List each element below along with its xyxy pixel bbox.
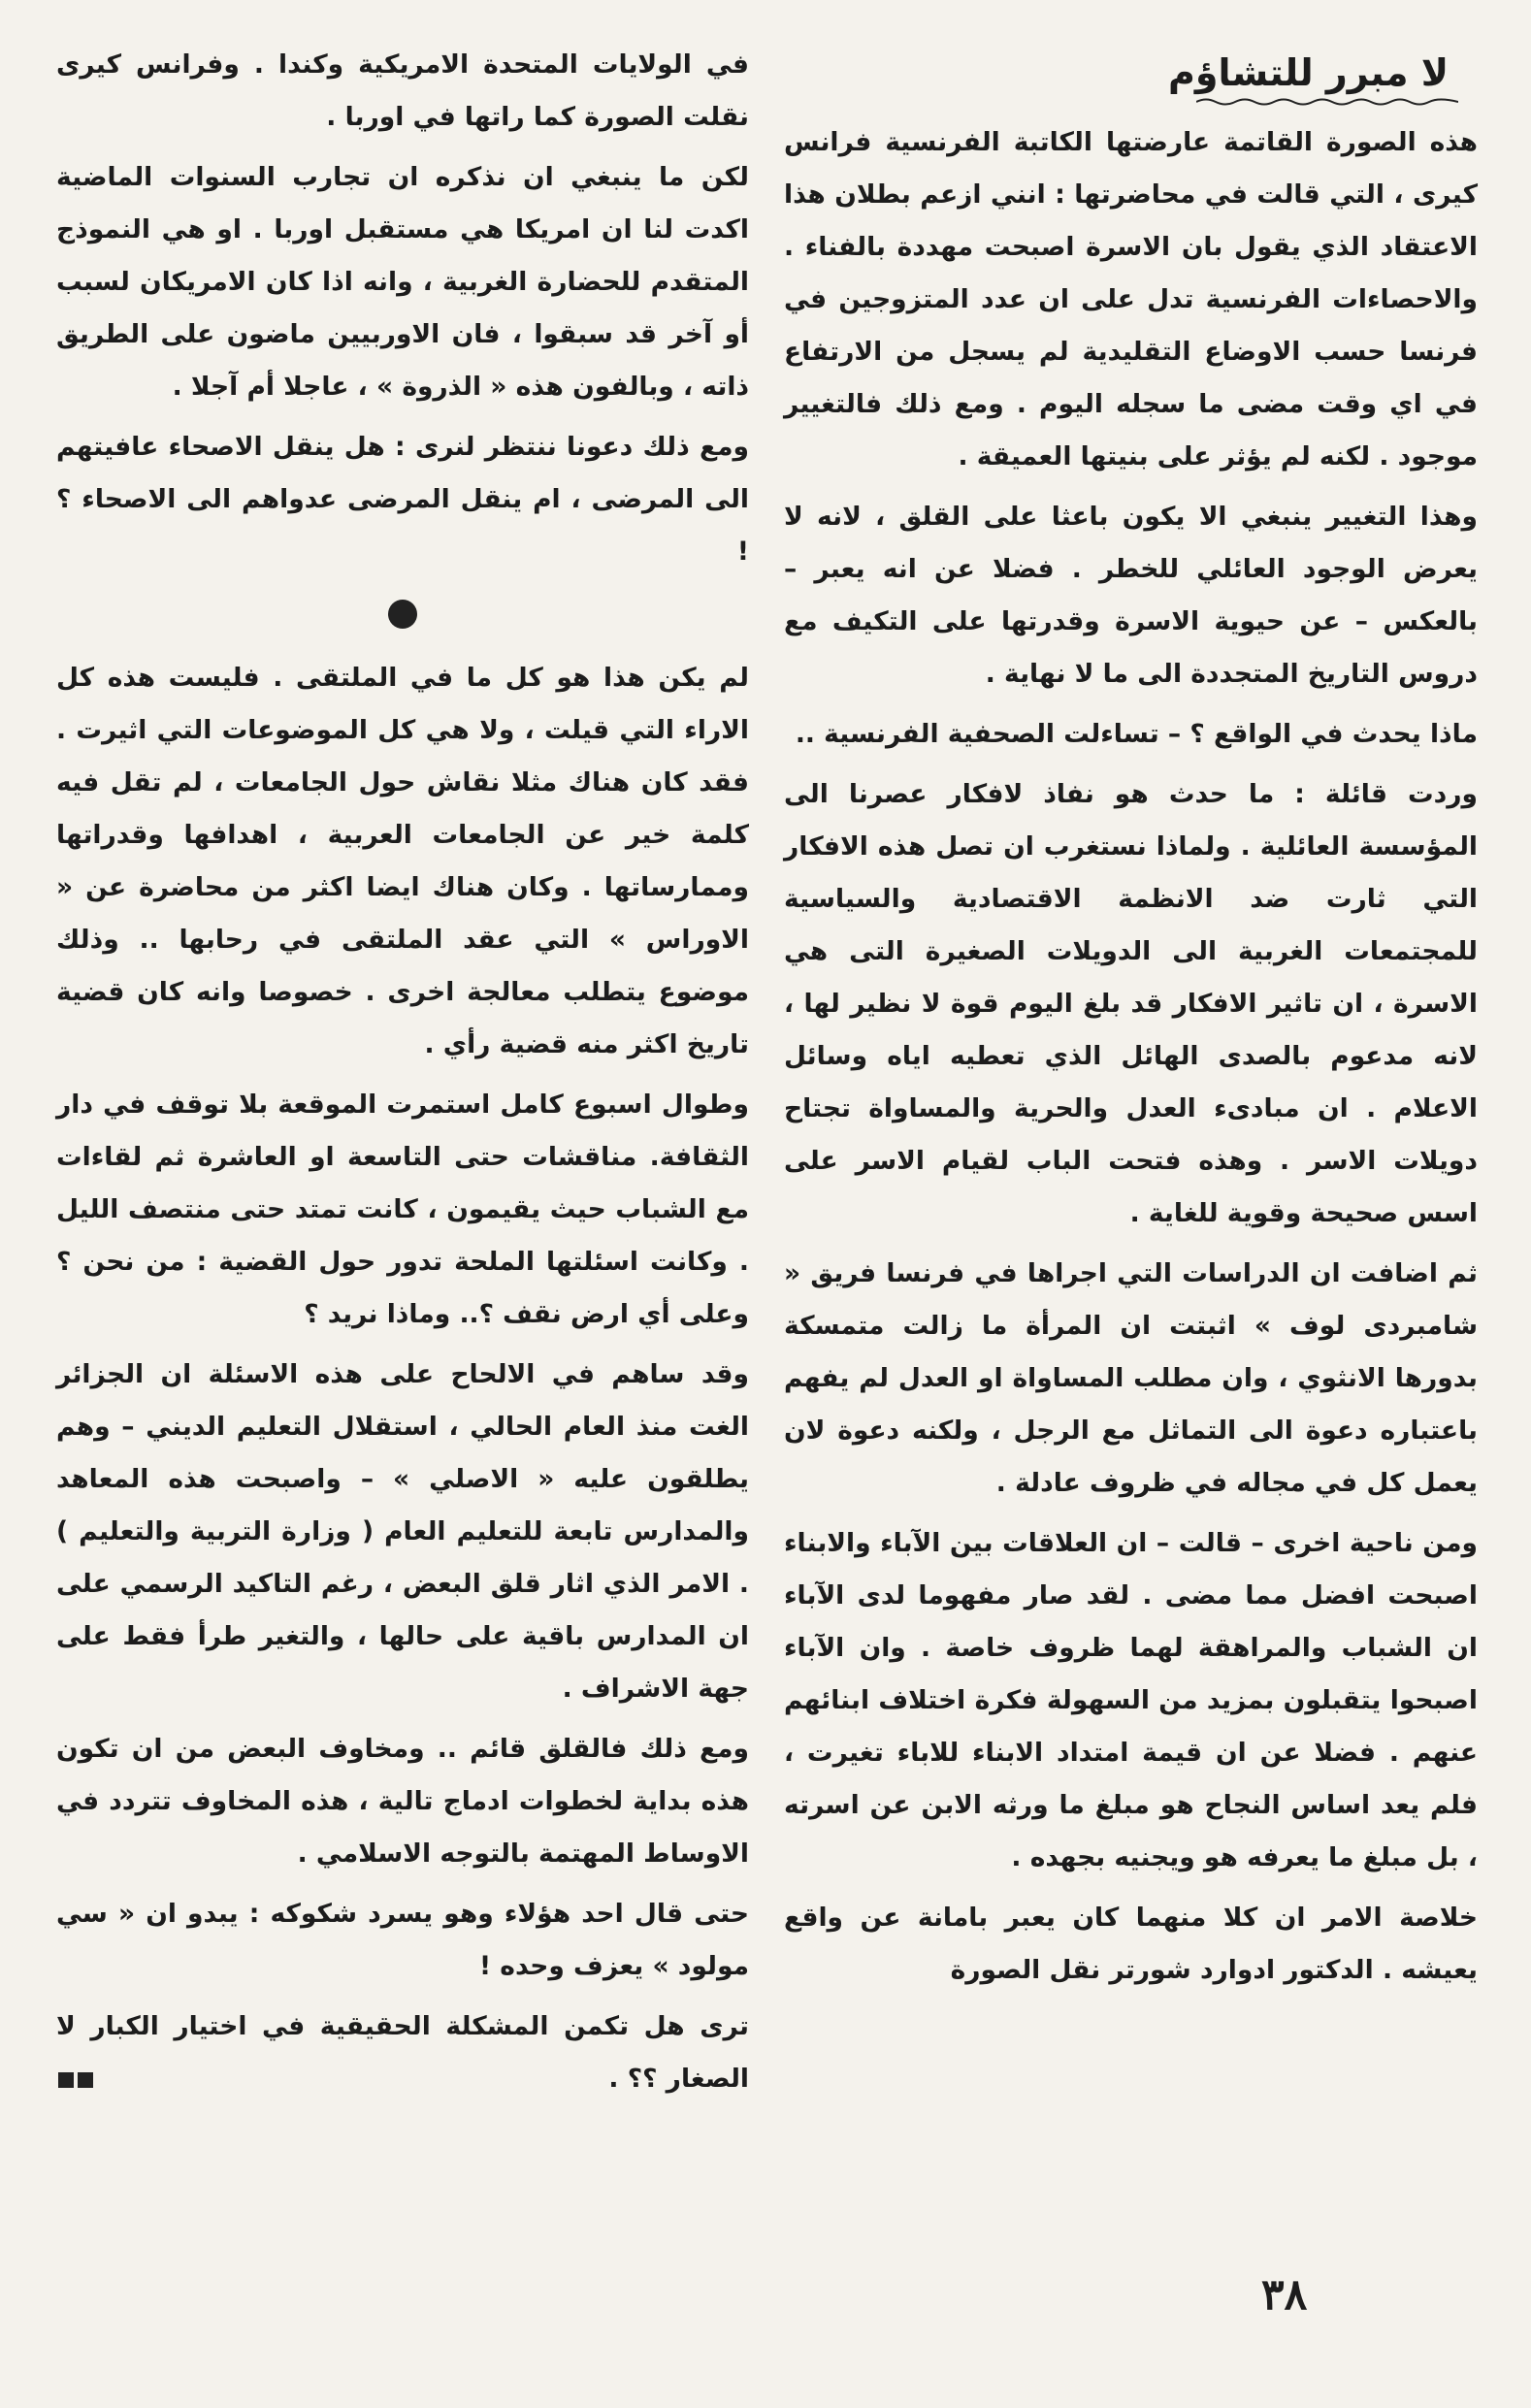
paragraph: وهذا التغيير ينبغي الا يكون باعثا على القلق ، لانه لا يعرض الوجود العائلي للخطر . فضلا عن انه يعبر – بالعكس – عن حيوية الاسرة وقدرتها على التكيف مع دروس التاريخ المتجددة الى ما لا نهاية . xyxy=(784,502,1478,689)
closing-sentence: ترى هل تكمن المشكلة الحقيقية في اختيار الكبار لا الصغار ؟؟ . xyxy=(56,2011,749,2094)
paragraph: ومن ناحية اخرى – قالت – ان العلاقات بين الآباء والابناء اصبحت افضل مما مضى . لقد صار مفهوما لدى الآباء ان الشباب والمراهقة لهما ظروف خاصة . وان الآباء اصبحوا يتقبلون بمزيد من السهولة فكرة اختلاف ابنائهم عنهم . فضلا عن ان قيمة امتداد الابناء للاباء تغيرت ، فلم يعد اساس النجاح هو مبلغ ما ورثه الابن عن اسرته ، بل مبلغ ما يعرفه هو ويجنيه بجهده . xyxy=(784,1528,1478,1872)
paragraph: ماذا يحدث في الواقع ؟ – تساءلت الصحفية الفرنسية .. xyxy=(795,719,1478,749)
paragraph: وطوال اسبوع كامل استمرت الموقعة بلا توقف في دار الثقافة. مناقشات حتى التاسعة او العاشرة ثم لقاءات مع الشباب حيث يقيمون ، كانت تمتد حتى منتصف الليل . وكانت اسئلتها الملحة تدور حول القضية : من نحن ؟ وعلى أي ارض نقف ؟.. وماذا نريد ؟ xyxy=(56,1090,749,1329)
paragraph: وردت قائلة : ما حدث هو نفاذ لافكار عصرنا الى المؤسسة العائلية . ولماذا نستغرب ان تصل هذه الافكار التي ثارت ضد الانظمة الاقتصادية والسياسية للمجتمعات الغربية الى الدويلات الصغيرة التى هي الاسرة ، ان تاثير الافكار قد بلغ اليوم قوة لا نظير لها ، لانه مدعوم بالصدى الهائل الذي تعطيه اياه وسائل الاعلام . ان مبادىء العدل والحرية والمساواة تجتاح دويلات الاسر . وهذه فتحت الباب لقيام الاسر على اسس صحيحة وقوية للغاية . xyxy=(784,779,1478,1228)
article-title: لا مبرر للتشاؤم xyxy=(1167,51,1449,94)
paragraph: ومع ذلك دعونا ننتظر لنرى : هل ينقل الاصحاء عافيتهم الى المرضى ، ام ينقل المرضى عدواهم الى الاصحاء ؟ ! xyxy=(56,432,749,567)
paragraph: لم يكن هذا هو كل ما في الملتقى . فليست هذه كل الاراء التي قيلت ، ولا هي كل الموضوعات التي اثيرت . فقد كان هناك مثلا نقاش حول الجامعات ، لم تقل فيه كلمة خير عن الجامعات العربية ، اهدافها وقدراتها وممارساتها . وكان هناك ايضا اكثر من محاضرة عن « الاوراس » التي عقد الملتقى في رحابها .. وذلك موضوع يتطلب معالجة اخرى . خصوصا وانه كان قضية تاريخ اكثر منه قضية رأي . xyxy=(56,663,749,1059)
paragraph: ومع ذلك فالقلق قائم .. ومخاوف البعض من ان تكون هذه بداية لخطوات ادماج تالية ، هذه المخاوف تتردد في الاوساط المهتمة بالتوجه الاسلامي . xyxy=(56,1734,749,1869)
paragraph: لكن ما ينبغي ان نذكره ان تجارب السنوات الماضية اكدت لنا ان امريكا هي مستقبل اوربا . او هي النموذج المتقدم للحضارة الغربية ، وانه اذا كان الامريكان لسبب أو آخر قد سبقوا ، فان الاوربيين ماضون على الطريق ذاته ، وبالفون هذه « الذروة » ، عاجلا أم آجلا . xyxy=(56,162,749,402)
paragraph: ثم اضافت ان الدراسات التي اجراها في فرنسا فريق « شامبردى لوف » اثبتت ان المرأة ما زالت متمسكة بدورها الانثوي ، وان مطلب المساواة او العدل لم يفهم باعتباره دعوة الى التماثل مع الرجل ، ولكنه دعوة لان يعمل كل في مجاله في ظروف عادلة . xyxy=(784,1258,1478,1498)
paragraph: في الولايات المتحدة الامريكية وكندا . وفرانس كيرى نقلت الصورة كما راتها في اوربا . xyxy=(56,49,749,132)
right-column xyxy=(784,39,1478,2004)
end-of-article-mark xyxy=(56,2053,95,2105)
page-number: ٣٨ xyxy=(1261,2270,1308,2320)
paragraph-last xyxy=(56,2001,749,2105)
paragraph: هذه الصورة القاتمة عارضتها الكاتبة الفرنسية فرانس كيرى ، التي قالت في محاضرتها : انني ازعم بطلان هذا الاعتقاد الذي يقول بان الاسرة اصبحت مهددة بالفناء . والاحصاءات الفرنسية تدل على ان عدد المتزوجين في فرنسا حسب الاوضاع التقليدية لم يسجل من الارتفاع في اي وقت مضى ما سجله اليوم . ومع ذلك فالتغيير موجود . لكنه لم يؤثر على بنيتها العميقة . xyxy=(784,127,1478,472)
paragraph: خلاصة الامر ان كلا منهما كان يعبر بامانة عن واقع يعيشه . الدكتور ادوارد شورتر نقل الصورة xyxy=(784,1903,1478,1985)
left-column xyxy=(56,39,749,2113)
paragraph: وقد ساهم في الالحاح على هذه الاسئلة ان الجزائر الغت منذ العام الحالي ، استقلال التعليم الديني – وهم يطلقون عليه « الاصلي » – واصبحت هذه المعاهد والمدارس تابعة للتعليم العام ( وزارة التربية والتعليم ) . الامر الذي اثار قلق البعض ، رغم التاكيد الرسمي على ان المدارس باقية على حالها ، والتغير طرأ فقط على جهة الاشراف . xyxy=(56,1359,749,1704)
section-divider-dot xyxy=(388,600,417,629)
paragraph: حتى قال احد هؤلاء وهو يسرد شكوكه : يبدو ان « سي مولود » يعزف وحده ! xyxy=(56,1899,749,1981)
